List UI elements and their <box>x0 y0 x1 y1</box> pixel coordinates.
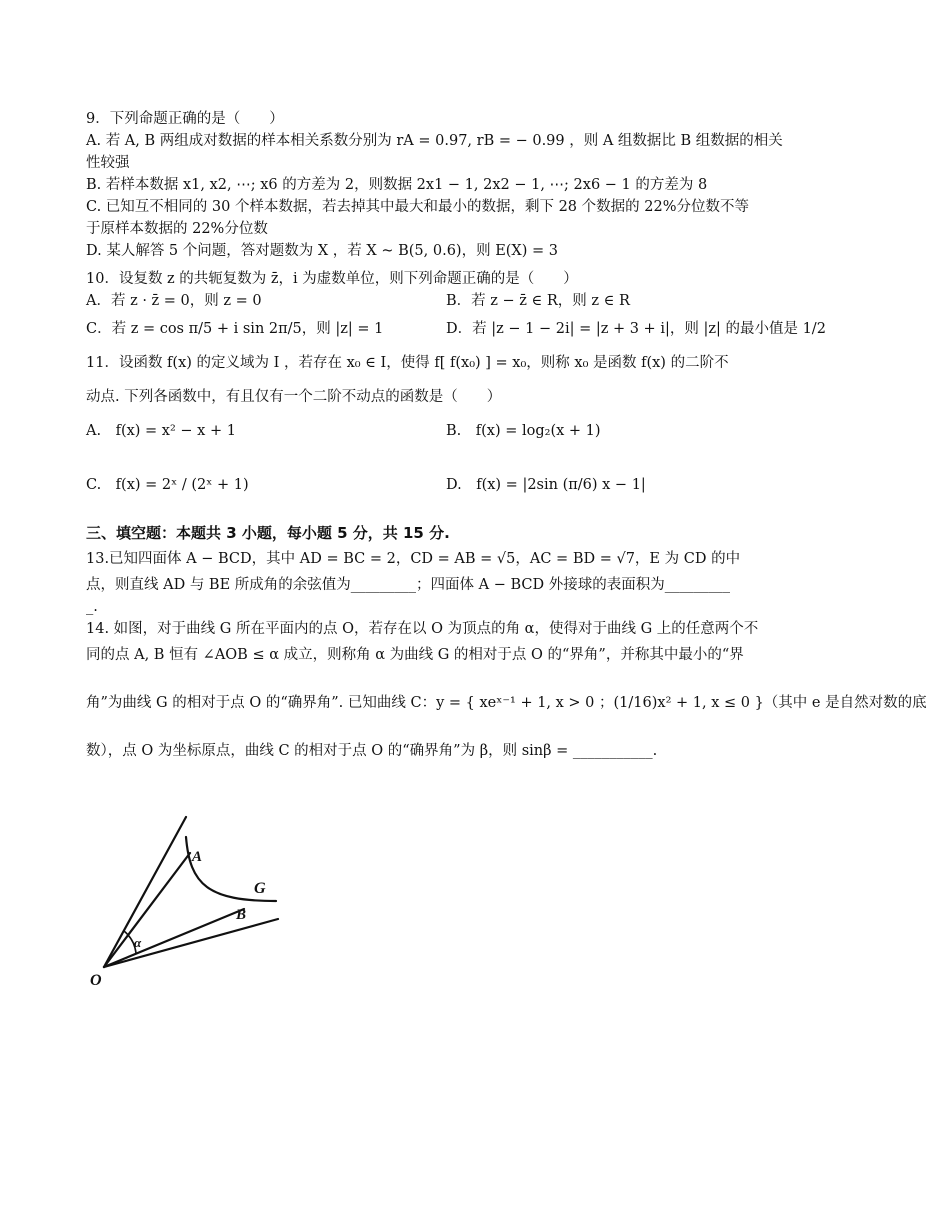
q14-line-2: 同的点 A, B 恒有 ∠AOB ≤ α 成立，则称角 α 为曲线 G 的相对于点 O 的“界角”，并称其中最小的“界 <box>86 647 744 663</box>
q13-line-1: 13.已知四面体 A − BCD，其中 AD = BC = 2，CD = AB = √5，AC = BD = √7，E 为 CD 的中 <box>86 551 741 567</box>
label-g: G <box>254 880 266 897</box>
q10-option-b: B．若 z − z̄ ∈ R，则 z ∈ R <box>446 293 630 309</box>
lower-ray <box>104 919 278 967</box>
boundary-angle-figure <box>86 815 286 990</box>
q9-option-c-cont: 于原样本数据的 22%分位数 <box>86 221 268 237</box>
q14-line-4: 数），点 O 为坐标原点，曲线 C 的相对于点 O 的“确界角”为 β，则 sinβ = ___________. <box>86 743 658 759</box>
q11-stem-cont: 动点. 下列各函数中，有且仅有一个二阶不动点的函数是（ ） <box>86 389 502 405</box>
q13-line-3: _. <box>86 599 98 615</box>
label-o: O <box>90 972 102 989</box>
q11-option-b: B. f(x) = log₂(x + 1) <box>446 423 601 439</box>
q10-options-ab <box>86 290 806 312</box>
label-alpha: α <box>134 935 142 950</box>
q14-line-3: 角”为曲线 G 的相对于点 O 的“确界角”. 已知曲线 C：y = { xeˣ⁻¹ + 1, x > 0 ；(1/16)x² + 1, x ≤ 0 }（其中 e 是自然对数的底 <box>86 695 927 711</box>
label-b: B <box>236 907 247 923</box>
q9-option-c: C. 已知互不相同的 30 个样本数据，若去掉其中最大和最小的数据，剩下 28 个数据的 22%分位数不等 <box>86 199 749 215</box>
upper-ray <box>104 817 186 967</box>
q9-stem: 9．下列命题正确的是（ ） <box>86 111 284 127</box>
q14-line-1: 14. 如图，对于曲线 G 所在平面内的点 O，若存在以 O 为顶点的角 α，使得对于曲线 G 上的任意两个不 <box>86 621 759 637</box>
q10-option-c: C．若 z = cos π/5 + i sin 2π/5，则 |z| = 1 <box>86 321 384 337</box>
q11-option-c: C. f(x) = 2ˣ / (2ˣ + 1) <box>86 477 249 493</box>
q10-stem: 10．设复数 z 的共轭复数为 z̄，i 为虚数单位，则下列命题正确的是（ ） <box>86 271 578 287</box>
q11-options-ab <box>86 420 806 442</box>
q9-option-b: B. 若样本数据 x1, x2, ⋯; x6 的方差为 2，则数据 2x1 − 1, 2x2 − 1, ⋯; 2x6 − 1 的方差为 8 <box>86 177 708 193</box>
q11-option-d: D. f(x) = |2sin (π/6) x − 1| <box>446 477 646 493</box>
q10-option-d: D．若 |z − 1 − 2i| = |z + 3 + i|，则 |z| 的最小值是 1/2 <box>446 321 826 337</box>
q9-option-d: D. 某人解答 5 个问题，答对题数为 X ，若 X ~ B(5, 0.6)，则 E(X) = 3 <box>86 243 559 259</box>
q11-option-a: A. f(x) = x² − x + 1 <box>86 423 236 439</box>
q11-stem: 11．设函数 f(x) 的定义域为 I ，若存在 x₀ ∈ I，使得 f[ f(x₀) ] = x₀，则称 x₀ 是函数 f(x) 的二阶不 <box>86 355 729 371</box>
exam-page <box>86 108 927 762</box>
q10-options-cd <box>86 318 826 340</box>
q9-option-a: A. 若 A, B 两组成对数据的样本相关系数分别为 rA = 0.97, rB = − 0.99 ，则 A 组数据比 B 组数据的相关 <box>86 133 783 149</box>
q13-line-2: 点，则直线 AD 与 BE 所成角的余弦值为_________；四面体 A − BCD 外接球的表面积为_________ <box>86 577 730 593</box>
q9-option-a-cont: 性较强 <box>86 155 130 171</box>
label-a: A <box>192 849 203 865</box>
q10-option-a: A．若 z · z̄ = 0，则 z = 0 <box>86 293 262 309</box>
section-three-heading: 三、填空题：本题共 3 小题，每小题 5 分，共 15 分. <box>86 524 450 542</box>
q11-options-cd <box>86 474 806 496</box>
